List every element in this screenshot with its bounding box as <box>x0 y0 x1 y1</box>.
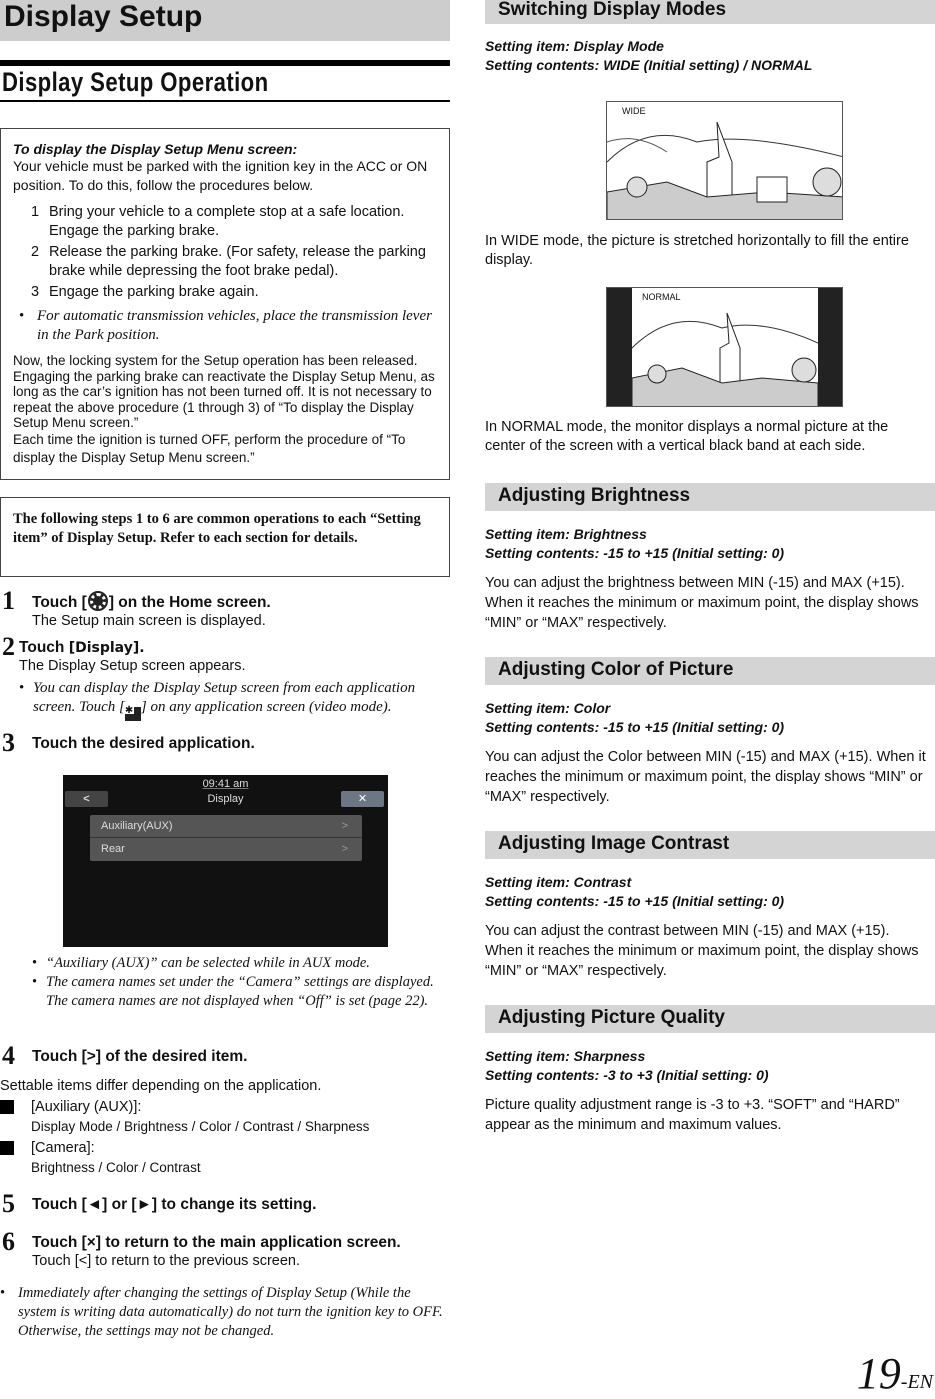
step-heading: Touch [ <box>32 594 87 611</box>
setting-item: Setting item: Display Mode <box>485 38 664 54</box>
info-box <box>0 128 450 480</box>
note <box>19 679 450 721</box>
page-suffix: -EN <box>900 1371 933 1393</box>
step-number: 4 <box>2 1041 15 1070</box>
display-setup-icon: ✱ <box>125 707 141 721</box>
color-description: You can adjust the Color between MIN (-15) and MAX (+15). When it reaches the minimum or maximum point, the display shows “MIN” or “MAX” respectively. <box>485 749 926 805</box>
step-number: 5 <box>2 1189 15 1218</box>
section-adjusting-contrast: Adjusting Image Contrast <box>485 831 935 859</box>
settable-item <box>0 1098 450 1136</box>
step-text: Release the parking brake. (For safety, release the parking brake while depressing the foot brake pedal). <box>49 244 426 279</box>
close-button[interactable]: ✕ <box>341 791 384 807</box>
step-description: Touch [<] to return to the previous screen. <box>32 1253 300 1269</box>
wide-mode-image <box>606 101 843 220</box>
normal-mode-image <box>606 287 843 407</box>
section-adjusting-color: Adjusting Color of Picture <box>485 657 935 685</box>
mode-label: NORMAL <box>642 292 681 302</box>
box-heading: To display the Display Setup Menu screen: <box>13 141 298 157</box>
box-paragraph: Now, the locking system for the Setup operation has been released. Engaging the parking brake can reactivate the Display Setup Menu, as long as the car’s ignition has not been turned off. It is not necessary to repeat the above procedure (1 through 3) of “To display the Display Setup Menu screen.” <box>13 353 435 430</box>
landscape-illustration <box>632 288 818 407</box>
setting-info <box>485 699 784 737</box>
box-paragraph: Each time the ignition is turned OFF, perform the procedure of “To display the Display Setup Menu screen.” <box>13 431 406 465</box>
quality-description: Picture quality adjustment range is -3 to +3. “SOFT” and “HARD” appear as the minimum and maximum values. <box>485 1097 900 1133</box>
step-number: 1 <box>31 204 40 220</box>
normal-description: In NORMAL mode, the monitor displays a normal picture at the center of the screen with a vertical black band at each side. <box>485 419 889 454</box>
mode-label: WIDE <box>622 106 646 116</box>
step-3-notes <box>32 954 450 1011</box>
section-adjusting-picture-quality: Adjusting Picture Quality <box>485 1005 935 1033</box>
setting-info <box>485 525 784 563</box>
list-item-auxiliary[interactable] <box>90 815 362 838</box>
procedure-step <box>31 243 437 283</box>
step-heading: Touch [>] of the desired item. <box>32 1048 248 1065</box>
note-text: You can display the Display Setup screen from each application screen. Touch [ <box>33 680 416 715</box>
page-title: Display Setup <box>0 0 450 41</box>
setting-item: Setting item: Color <box>485 700 611 716</box>
step-4 <box>2 1043 450 1069</box>
page-number-value: 19 <box>856 1349 901 1398</box>
setting-item: Setting item: Brightness <box>485 526 647 542</box>
back-button[interactable]: < <box>65 791 108 807</box>
step-number: 2 <box>2 632 15 661</box>
step-3 <box>2 730 450 756</box>
step-5 <box>2 1191 450 1217</box>
step-6 <box>2 1229 450 1271</box>
wide-description: In WIDE mode, the picture is stretched horizontally to fill the entire display. <box>485 233 909 268</box>
step-text: Engage the parking brake again. <box>49 284 259 300</box>
setting-info <box>485 37 812 75</box>
item-label: [Auxiliary (AUX)]: <box>31 1099 142 1115</box>
step-number: 3 <box>2 728 15 757</box>
note: • “Auxiliary (AUX)” can be selected while in AUX mode. <box>32 954 450 973</box>
item-label: Auxiliary(AUX) <box>101 820 173 832</box>
note: • The camera names set under the “Camera” settings are displayed. The camera names are not displayed when “Off” is set (page 22). <box>32 973 450 1011</box>
note: • For automatic transmission vehicles, place the transmission lever in the Park position. <box>19 307 437 345</box>
setting-item: Setting item: Contrast <box>485 874 632 890</box>
warning-note: • Immediately after changing the settings of Display Setup (While the system is writing data automatically) do not turn the ignition key to OFF. Otherwise, the settings may not be changed. <box>0 1284 448 1341</box>
item-detail: Display Mode / Brightness / Color / Contrast / Sharpness <box>31 1119 370 1134</box>
landscape-illustration <box>607 102 843 220</box>
setting-contents: Setting contents: -15 to +15 (Initial setting: 0) <box>485 719 785 735</box>
step-description: The Setup main screen is displayed. <box>32 613 266 629</box>
step-heading: [Display]. <box>68 640 145 656</box>
setting-info <box>485 1047 769 1085</box>
setting-contents: Setting contents: WIDE (Initial setting) / NORMAL <box>485 57 813 73</box>
setting-info <box>485 873 784 911</box>
step-number: 3 <box>31 284 40 300</box>
square-bullet-icon <box>0 1141 14 1155</box>
item-detail: Brightness / Color / Contrast <box>31 1160 201 1175</box>
page-number <box>857 1348 933 1399</box>
divider <box>0 100 450 102</box>
chevron-right-icon: > <box>341 820 348 832</box>
step-description: The Display Setup screen appears. <box>19 658 246 674</box>
step-heading: Touch [×] to return to the main application screen. <box>32 1234 401 1251</box>
procedure-list <box>31 203 437 302</box>
step-description: Settable items differ depending on the application. <box>0 1078 322 1094</box>
item-label: [Camera]: <box>31 1140 95 1156</box>
step-number: 6 <box>2 1227 15 1256</box>
step-text: Bring your vehicle to a complete stop at a safe location. Engage the parking brake. <box>49 204 405 239</box>
contrast-description: You can adjust the contrast between MIN (-15) and MAX (+15). When it reaches the minimum or maximum point, the display shows “MIN” or “MAX” respectively. <box>485 923 919 979</box>
section-adjusting-brightness: Adjusting Brightness <box>485 483 935 511</box>
procedure-step <box>31 283 437 302</box>
screen-title: Display <box>207 793 244 805</box>
step-heading: Touch [◄] or [►] to change its setting. <box>32 1196 317 1213</box>
display-screen-image <box>63 775 388 947</box>
item-label: Rear <box>101 843 125 855</box>
step-heading: Touch <box>19 639 69 656</box>
setting-contents: Setting contents: -15 to +15 (Initial setting: 0) <box>485 893 785 909</box>
step-number: 1 <box>2 586 15 615</box>
list-item-rear[interactable] <box>90 838 362 861</box>
box-intro: Your vehicle must be parked with the ignition key in the ACC or ON position. To do this, follow the procedures below. <box>13 158 428 193</box>
step-heading: ] on the Home screen. <box>108 594 271 611</box>
step-number: 2 <box>31 244 40 260</box>
clock: 09:41 am <box>202 778 249 790</box>
step-1 <box>2 588 450 631</box>
step-2 <box>2 634 450 721</box>
procedure-step <box>31 203 437 243</box>
section-switching-display-modes: Switching Display Modes <box>485 0 935 24</box>
gear-icon <box>90 593 106 609</box>
step-heading: Touch the desired application. <box>32 735 255 752</box>
settable-items <box>0 1098 450 1177</box>
square-bullet-icon <box>0 1100 14 1114</box>
common-steps-box: The following steps 1 to 6 are common operations to each “Setting item” of Display Setup. Refer to each section for details. <box>0 497 450 577</box>
chevron-right-icon: > <box>341 843 348 855</box>
setting-contents: Setting contents: -3 to +3 (Initial setting: 0) <box>485 1067 769 1083</box>
setting-contents: Setting contents: -15 to +15 (Initial setting: 0) <box>485 545 785 561</box>
setting-item: Setting item: Sharpness <box>485 1048 646 1064</box>
section-heading: Display Setup Operation <box>2 67 269 97</box>
brightness-description: You can adjust the brightness between MIN (-15) and MAX (+15). When it reaches the minimum or maximum point, the display shows “MIN” or “MAX” respectively. <box>485 575 919 631</box>
note-text: ] on any application screen (video mode). <box>140 699 392 715</box>
settable-item <box>0 1139 450 1177</box>
